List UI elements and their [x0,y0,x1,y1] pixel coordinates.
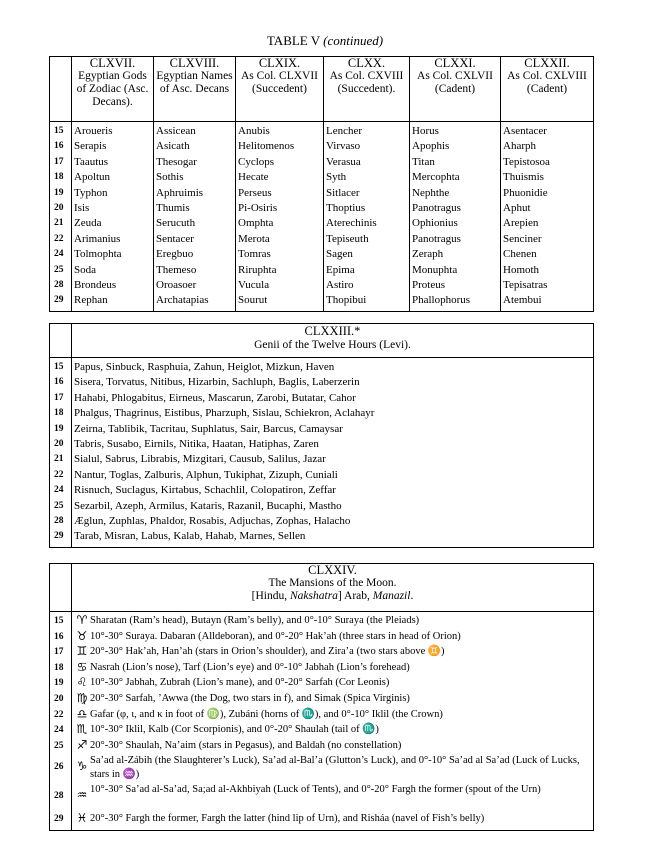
body-row [50,358,594,548]
capricorn-icon: ♑ [76,759,88,774]
mansion-row: ♈ Sharatan (Ram’s head), Butayn (Ram’s belly), and 0°-10° Suraya (the Pleiads) [74,614,593,630]
libra-icon: ♎ [76,706,88,721]
mansion-row: ♍ 20°-30° Sarfah, ’Awwa (the Dog, two stars in f), and Simak (Spica Virginis) [74,692,593,708]
column-cells [72,612,594,831]
column-header: CLXXI. As Col. CXLVII (Cadent) [410,57,501,122]
header-row [50,564,594,612]
column-cells: Lencher Virvaso Verasua Syth Sitlacer Thoptius Aterechinis Tepiseuth Sagen Epima Astiro Thopibui [324,122,410,312]
mansion-row: ♎ Gafar (φ, ι, and κ in foot of ♍), Zubáni (horns of ♏), and 0°-10° Iklil (the Crown) [74,708,593,724]
column-header: CLXIX. As Col. CLXVII (Succedent) [236,57,324,122]
column-header: CLXVII. Egyptian Gods of Zodiac (Asc. Decans). [72,57,154,122]
column-header: CLXXIV. The Mansions of the Moon. [Hindu, Nakshatra] Arab, Manazil. [72,564,594,612]
header-row [50,57,594,122]
row-numbers: 15 16 17 18 19 20 22 24 25 26 28 29 [50,612,72,831]
taurus-icon: ♉ [76,628,88,643]
column-cells: Asentacer Aharph Tepistosoa Thuismis Phuonidie Aphut Arepien Senciner Chenen Homoth Tepisatras Atembui [501,122,594,312]
column-header: CLXVIII. Egyptian Names of Asc. Decans [154,57,236,122]
mansion-row: ♋ Nasrah (Lion’s nose), Tarf (Lion’s eye) and 0°-10° Jabhah (Lion’s forehead) [74,661,593,677]
mansion-row: ♊ 20°-30° Hak’ah, Han’ah (stars in Orion’s shoulder), and Zira’a (two stars above ♊) [74,645,593,661]
aries-icon: ♈ [76,613,88,627]
row-numbers: 15 16 17 18 19 20 21 22 24 25 28 29 [50,358,72,548]
leo-icon: ♌ [76,675,88,690]
column-cells: Anubis Helitomenos Cyclops Hecate Perseus Pi-Osiris Omphta Merota Tomras Riruphta Vucula Sourut [236,122,324,312]
column-header: CLXXII. As Col. CXLVIII (Cadent) [501,57,594,122]
corner-cell [50,324,72,358]
header-row [50,324,594,358]
mansion-row: ♐ 20°-30° Shaulah, Na’aim (stars in Pegasus), and Baldah (no constellation) [74,739,593,755]
column-cells: Horus Apophis Titan Mercophta Nephthe Panotragus Ophionius Panotragus Zeraph Monuphta Proteus Phallophorus [410,122,501,312]
aquarius-icon: ♒ [76,788,88,803]
mansion-row: ♏ 10°-30° Iklil, Kalb (Cor Scorpionis), and 0°-20° Shaulah (tail of ♏) [74,723,593,739]
mansion-row: ♌ 10°-30° Jabhah, Zubrah (Lion’s mane), and 0°-20° Sarfah (Cor Leonis) [74,676,593,692]
column-header: CLXXIII.* Genii of the Twelve Hours (Levi). [72,324,594,358]
mansions-table [49,563,594,831]
corner-cell [50,564,72,612]
page-title: TABLE V (continued) [266,33,384,48]
mansion-row: ♑ Sa’ad al-Zábih (the Slaughterer’s Luck), Sa’ad al-Bal’a (Glutton’s Luck), and 0°-10° Sa’ad al Sa’ad (Luck of Lucks, stars in ♒) [74,754,593,783]
pisces-icon: ♓ [76,811,88,826]
body-row [50,612,594,831]
scorpio-icon: ♏ [76,722,88,737]
mansion-row: ♓ 20°-30° Fargh the former, Fargh the latter (hind lip of Urn), and Risháa (navel of Fish’s belly) [74,812,593,828]
decans-table [49,56,594,312]
mansion-row: ♉ 10°-30° Suraya. Dabaran (Alldeboran), and 0°-20° Hak’ah (three stars in head of Orion) [74,630,593,646]
column-cells: Papus, Sinbuck, Rasphuia, Zahun, Heiglot, Mizkun, Haven Sisera, Torvatus, Nitibus, Hizarbin, Sachluph, Baglis, Laberzerin Hahabi, Phlogabitus, Eirneus, Mascarun, Zarobi, Butatar, Cahor Phalgus, Thagrinus, Eistibus, Pharzuph, Sislau, Schiekron, Aclahayr Zeirna, Tablibik, Tacritau, Suphlatus, Sair, Barcus, Camaysar Tabris, Susabo, Eirnils, Nitika, Haatan, Hatiphas, Zaren Sialul, Sabrus, Librabis, Mizgitari, Causub, Salilus, Jazar Nantur, Toglas, Zalburis, Alphun, Tukiphat, Zizuph, Cuniali Risnuch, Suclagus, Kirtabus, Schachlil, Colopatiron, Zeffar Sezarbil, Azeph, Armilus, Kataris, Razanil, Bucaphi, Mastho Æglun, Zuphlas, Phaldor, Rosabis, Adjuchas, Zophas, Halacho Tarab, Misran, Labus, Kalab, Hahab, Marnes, Sellen [72,358,594,548]
column-cells: Assicean Asicath Thesogar Sothis Aphruimis Thumis Serucuth Sentacer Eregbuo Themeso Oroasoer Archatapias [154,122,236,312]
column-header: CLXX. As Col. CXVIII (Succedent). [324,57,410,122]
cancer-icon: ♋ [76,659,88,674]
body-row [50,122,594,312]
gemini-icon: ♊ [76,644,88,659]
row-numbers: 15 16 17 18 19 20 21 22 24 25 28 29 [50,122,72,312]
mansion-row: ♒ 10°-30° Sa’ad al-Sa’ad, Sa;ad al-Akhbiyah (Luck of Tents), and 0°-20° Fargh the former (spout of the Urn) [74,783,593,812]
corner-cell [50,57,72,122]
virgo-icon: ♍ [76,690,88,705]
genii-table [49,323,594,548]
column-cells: Aroueris Serapis Taautus Apoltun Typhon Isis Zeuda Arimanius Tolmophta Soda Brondeus Rephan [72,122,154,312]
sagittarius-icon: ♐ [76,737,88,752]
